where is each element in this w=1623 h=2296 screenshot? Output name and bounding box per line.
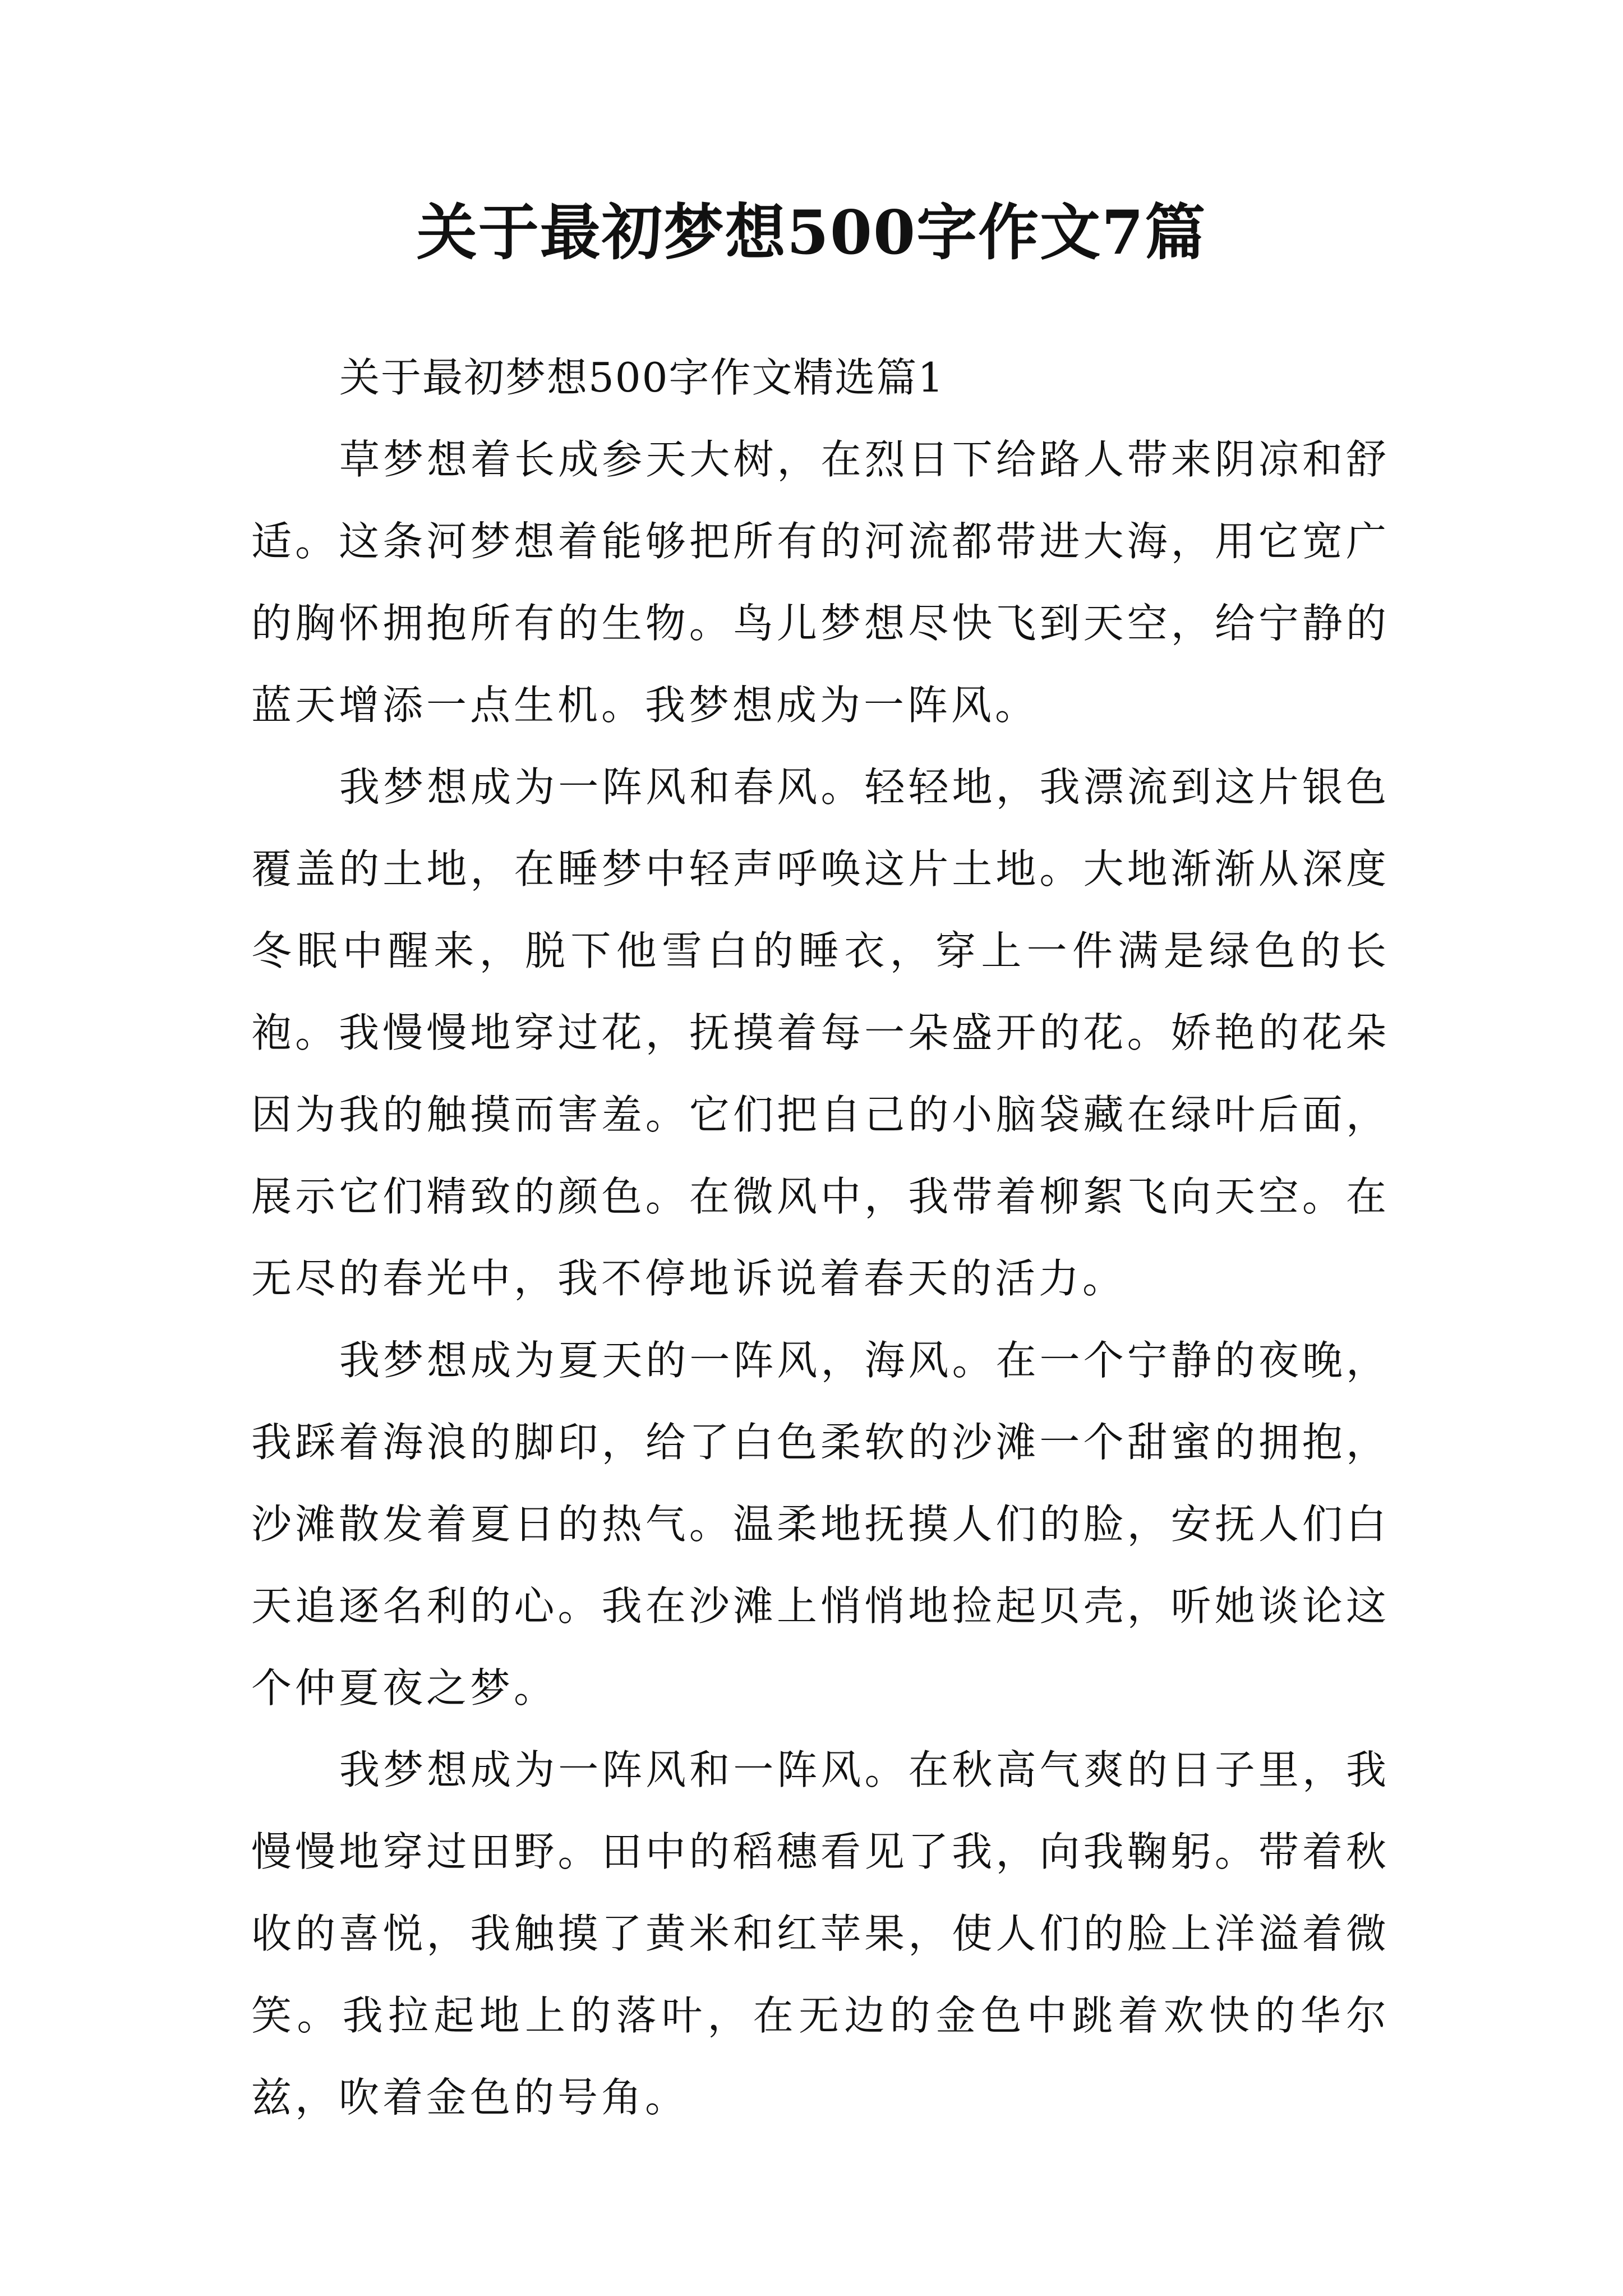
document-title: 关于最初梦想500字作文7篇 <box>416 197 1207 268</box>
paragraph-3: 我梦想成为夏天的一阵风，海风。在一个宁静的夜晚，我踩着海浪的脚印，给了白色柔软的沙滩一个甜蜜的拥抱，沙滩散发着夏日的热气。温柔地抚摸人们的脸，安抚人们白天追逐名利的心。我在沙滩上悄悄地捡起贝壳，听她谈论这个仲夏夜之梦。 <box>251 1337 1390 1711</box>
paragraph-1: 草梦想着长成参天大树，在烈日下给路人带来阴凉和舒适。这条河梦想着能够把所有的河流都带进大海，用它宽广的胸怀拥抱所有的生物。鸟儿梦想尽快飞到天空，给宁静的蓝天增添一点生机。我梦想成为一阵风。 <box>251 436 1390 729</box>
section-heading: 关于最初梦想500字作文精选篇1 <box>339 354 945 401</box>
paragraph-4: 我梦想成为一阵风和一阵风。在秋高气爽的日子里，我慢慢地穿过田野。田中的稻穗看见了我，向我鞠躬。带着秋收的喜悦，我触摸了黄米和红苹果，使人们的脸上洋溢着微笑。我拉起地上的落叶，在无边的金色中跳着欢快的华尔兹，吹着金色的号角。 <box>251 1746 1390 2121</box>
document-body <box>251 337 1390 2138</box>
paragraph-2: 我梦想成为一阵风和春风。轻轻地，我漂流到这片银色覆盖的土地，在睡梦中轻声呼唤这片土地。大地渐渐从深度冬眠中醒来，脱下他雪白的睡衣，穿上一件满是绿色的长袍。我慢慢地穿过花，抚摸着每一朵盛开的花。娇艳的花朵因为我的触摸而害羞。它们把自己的小脑袋藏在绿叶后面，展示它们精致的颜色。在微风中，我带着柳絮飞向天空。在无尽的春光中，我不停地诉说着春天的活力。 <box>251 763 1390 1302</box>
